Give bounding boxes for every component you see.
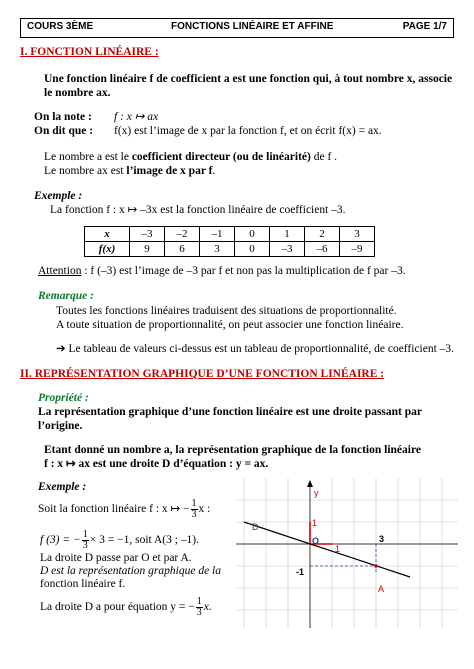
img-text-c: . [212, 165, 216, 177]
table-cell: –6 [305, 242, 340, 257]
soit-end: x : [198, 503, 211, 516]
table-cell: 1 [270, 227, 305, 242]
coefficient-sentence [44, 150, 337, 164]
label-3: 3 [379, 534, 385, 544]
note-label: On la note : [34, 111, 92, 123]
frac-num: 1 [196, 596, 202, 607]
etant-line-1: Etant donné un nombre a, la représentation graphique de la fonction linéaire [44, 444, 421, 456]
table-cell: –3 [130, 227, 165, 242]
propriete-line-1: La représentation graphique d’une fonction linéaire est une droite passant par [38, 406, 422, 418]
label-minus-1: -1 [296, 567, 305, 577]
table-cell: –3 [270, 242, 305, 257]
definition-line-1: Une fonction linéaire f de coefficient a est une fonction qui, à tout nombre x, associe [44, 73, 453, 85]
equation-line [40, 597, 212, 618]
header-course: COURS 3ÈME [27, 21, 94, 32]
frac-den: 3 [82, 540, 88, 551]
definition-line-2: le nombre ax. [44, 87, 111, 99]
coef-text-a: Le nombre a est le [44, 151, 132, 163]
point-A [374, 564, 378, 568]
table-cell: 3 [340, 227, 375, 242]
soit-text: Soit la fonction linéaire f : x ↦ − [38, 503, 190, 516]
table-header-fx: f(x) [85, 242, 130, 257]
dit-label: On dit que : [34, 125, 94, 137]
remarque-line-2: A toute situation de proportionnalité, on peut associer une fonction linéaire. [56, 319, 404, 331]
header-page: PAGE 1/7 [402, 21, 447, 32]
table-cell: –9 [340, 242, 375, 257]
table-cell: 0 [235, 242, 270, 257]
table-cell: 2 [305, 227, 340, 242]
calc-text-c: , soit A(3 ; –1). [129, 534, 199, 547]
frac-num: 1 [82, 529, 88, 540]
table-row [85, 227, 375, 242]
line-D [244, 522, 410, 577]
section-2-title: II. REPRÉSENTATION GRAPHIQUE D’UNE FONCTION LINÉAIRE : [20, 368, 385, 380]
label-y: y [314, 488, 319, 498]
graph-grid [236, 478, 458, 628]
label-1-y: 1 [312, 518, 318, 528]
page-header [20, 18, 454, 38]
values-table [84, 226, 375, 257]
droite-line-1: La droite D passe par O et par A. [40, 552, 192, 564]
attention-text: : f (–3) est l’image de –3 par f et non pas la multiplication de f par –3. [81, 265, 406, 277]
fraction-one-third [196, 597, 203, 618]
droite-line-2: D est la représentation graphique de la [40, 565, 221, 577]
table-cell: 9 [130, 242, 165, 257]
calc-text-b: × 3 = −1 [89, 534, 130, 547]
y-axis-arrow [307, 480, 313, 487]
equation-text-b: x. [203, 601, 212, 614]
frac-den: 3 [196, 607, 202, 618]
example-1-label: Exemple : [34, 190, 83, 202]
example-2-function [38, 499, 210, 520]
image-sentence [44, 164, 215, 178]
table-cell: –2 [165, 227, 200, 242]
note-text: f : x ↦ ax [114, 111, 159, 123]
droite-line-3: fonction linéaire f. [40, 578, 126, 590]
fraction-one-third [82, 530, 89, 551]
table-cell: 0 [235, 227, 270, 242]
coef-text-c: de f . [310, 151, 338, 163]
frac-num: 1 [191, 498, 197, 509]
img-text-a: Le nombre ax est [44, 165, 127, 177]
dit-text: f(x) est l’image de x par la fonction f, et on écrit f(x) = ax. [114, 125, 382, 137]
example-2-label: Exemple : [38, 481, 87, 493]
attention-label: Attention [38, 265, 82, 277]
table-cell: 6 [165, 242, 200, 257]
frac-den: 3 [191, 509, 197, 520]
equation-text-a: La droite D a pour équation y = − [40, 601, 195, 614]
propriete-line-2: l’origine. [38, 420, 83, 432]
example-2-calc [40, 530, 199, 551]
table-cell: 3 [200, 242, 235, 257]
label-O: O [312, 536, 320, 546]
fraction-one-third [191, 499, 198, 520]
remarque-line-1: Toutes les fonctions linéaires traduisent des situations de proportionnalité. [56, 305, 397, 317]
example-1-text: La fonction f : x ↦ –3x est la fonction linéaire de coefficient –3. [50, 204, 346, 216]
attention-note [38, 264, 406, 278]
remarque-line-3: ➔ Le tableau de valeurs ci-dessus est un tableau de proportionnalité, de coefficient –3. [56, 343, 455, 355]
header-title: FONCTIONS LINÉAIRE ET AFFINE [171, 21, 334, 32]
section-1-title: I. FONCTION LINÉAIRE : [20, 46, 159, 58]
linear-function-graph [236, 478, 458, 628]
coef-text-b: coefficient directeur (ou de linéarité) [131, 151, 311, 163]
label-A: A [378, 584, 385, 594]
etant-line-2: f : x ↦ ax est une droite D d’équation : y = ax. [44, 458, 269, 470]
table-header-x: x [85, 227, 130, 242]
label-D: D [252, 522, 259, 532]
table-cell: –1 [200, 227, 235, 242]
label-1-x: 1 [335, 544, 341, 554]
img-text-b: l’image de x par f [126, 165, 213, 177]
propriete-label: Propriété : [38, 392, 89, 404]
calc-text-a: f (3) = − [40, 534, 81, 547]
remarque-label: Remarque : [38, 290, 94, 302]
table-row [85, 242, 375, 257]
